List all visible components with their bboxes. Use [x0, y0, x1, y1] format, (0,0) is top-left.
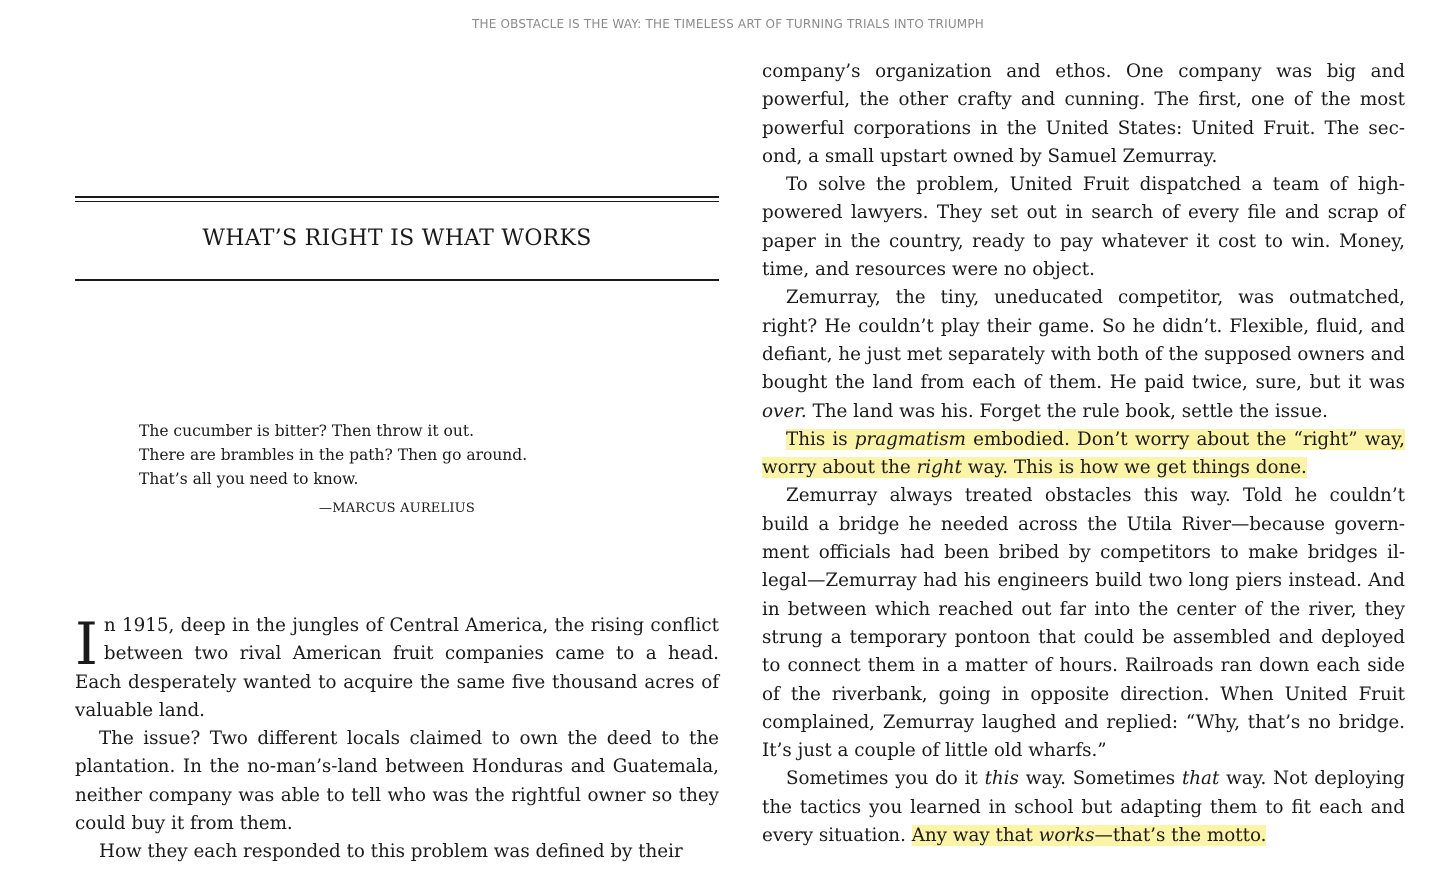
- epigraph-line: That’s all you need to know.: [139, 470, 359, 488]
- chapter-bottom-rule: [75, 279, 719, 281]
- paragraph: The issue? Two different locals claimed to own the deed to the plantation. In the no-man’s-land between Honduras and Guatemala, neither company was able to tell who was the rightful owner so they could buy it from them.: [75, 728, 719, 835]
- paragraph: [762, 765, 1405, 850]
- emphasis-text: over.: [762, 400, 807, 422]
- epigraph-line: The cucumber is bitter? Then throw it out.: [139, 422, 475, 440]
- highlight-text: embodied. Don’t worry about the “right” way, worry about the: [762, 428, 1405, 479]
- running-header: THE OBSTACLE IS THE WAY: THE TIMELESS ART OF TURNING TRIALS INTO TRIUMPH: [471, 17, 985, 31]
- emphasis-text: this: [984, 768, 1019, 790]
- emphasis-text: that: [1181, 768, 1220, 790]
- epigraph-attribution: —MARCUS AURELIUS: [319, 501, 475, 516]
- paragraph: [762, 284, 1405, 425]
- highlight-text: This is: [786, 428, 855, 450]
- chapter-title: WHAT’S RIGHT IS WHAT WORKS: [202, 226, 592, 251]
- drop-cap: I: [75, 610, 98, 678]
- highlight-text: Any way that: [911, 825, 1039, 847]
- paragraph-text: way. Not deploying the tactics you learned in school but adapting them to fit each and every situation.: [762, 768, 1405, 847]
- paragraph-text: Zemurray, the tiny, uneducated competitor, was outmatched, right? He couldn’t play their game. So he didn’t. Flexible, fluid, and defiant, he just met separately with both of the supposed owners and bought the land from each of them. He paid twice, sure, but it was: [762, 287, 1405, 394]
- highlighted-paragraph[interactable]: [762, 426, 1405, 483]
- paragraph: To solve the problem, United Fruit dispatched a team of high-powered lawyers. They set out in search of every file and scrap of paper in the country, ready to pay whatever it cost to win. Money, time, and resources were no object.: [762, 174, 1405, 281]
- epigraph-line: There are brambles in the path? Then go around.: [139, 446, 528, 464]
- emphasis-text: right: [916, 457, 962, 479]
- highlight[interactable]: [762, 429, 1405, 478]
- emphasis-text: pragmatism: [854, 428, 966, 450]
- paragraph: Zemurray always treated obstacles this way. Told he couldn’t build a bridge he needed across the Utila River—because government officials had been bribed by competitors to make bridges illegal—Zemurray had his engineers build two long piers instead. And in between which reached out far into the center of the river, they strung a temporary pontoon that could be assembled and deployed to connect them in a matter of hours. Railroads ran down each side of the riverbank, going in opposite direction. When United Fruit complained, Zemurray laughed and replied: “Why, that’s no bridge. It’s just a couple of little old wharfs.”: [762, 485, 1405, 762]
- left-body-text: [75, 612, 719, 867]
- paragraph-text: way. Sometimes: [1018, 768, 1182, 790]
- paragraph-text: Sometimes you do it: [786, 768, 985, 790]
- highlight-text: —that’s the motto.: [1094, 825, 1267, 847]
- paragraph: company’s organization and ethos. One company was big and powerful, the other crafty and cunning. The first, one of the most powerful corporations in the United States: United Fruit. The second, a small upstart owned by Samuel Zemurray.: [762, 61, 1405, 167]
- epigraph: [139, 419, 599, 491]
- paragraph: [75, 612, 719, 725]
- right-page: [762, 58, 1405, 850]
- highlight-text: way. This is how we get things done.: [961, 457, 1307, 479]
- chapter-top-rule: [75, 196, 719, 200]
- emphasis-text: works: [1038, 825, 1095, 847]
- left-page: [75, 0, 719, 886]
- paragraph-text: The land was his. Forget the rule book, settle the issue.: [806, 400, 1328, 422]
- paragraph: How they each responded to this problem was defined by their: [99, 841, 683, 863]
- paragraph-text: n 1915, deep in the jungles of Central America, the rising conflict between two rival American fruit companies came to a head. Each desperately wanted to acquire the same five thousand acres of valuable land.: [75, 615, 719, 721]
- highlight[interactable]: [912, 825, 1267, 846]
